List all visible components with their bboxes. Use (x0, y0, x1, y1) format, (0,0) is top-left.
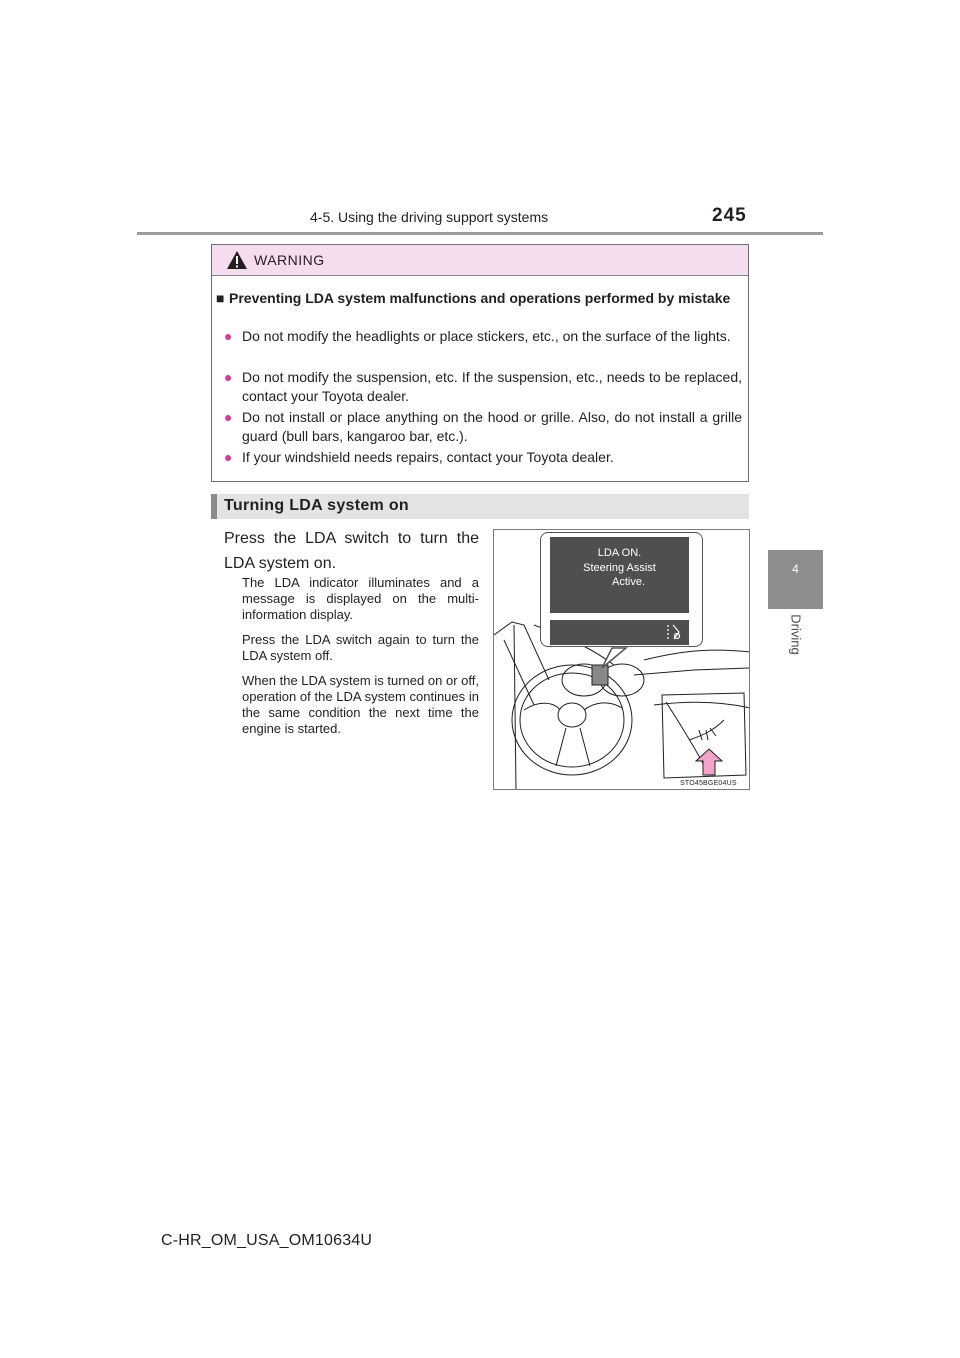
warning-title: WARNING (254, 252, 325, 268)
display-message (550, 546, 689, 590)
warning-bullet: Do not install or place anything on the hood or grille. Also, do not install a grille guard (bull bars, kangaroo bar, etc.). (242, 409, 742, 444)
heading-square-icon: ■ (216, 290, 225, 306)
press-arrow-icon (695, 748, 723, 776)
display-message-line: Active. (611, 576, 645, 588)
figure-code: STO45BGE04US (680, 780, 737, 787)
warning-bullet: Do not modify the suspension, etc. If the suspension, etc., needs to be replaced, contact your Toyota dealer. (242, 369, 742, 404)
header-rule (137, 232, 823, 235)
note-text: Press the LDA switch again to turn the LDA system off. (242, 632, 479, 663)
section-title: 4-5. Using the driving support systems (310, 209, 549, 225)
note-text: The LDA indicator illuminates and a message is displayed on the multi-information display. (242, 575, 479, 622)
lda-indicator-icon (666, 623, 682, 641)
bullet-icon: ● (224, 369, 233, 385)
display-message-line: Steering Assist (583, 561, 656, 574)
chapter-label: Driving (788, 614, 804, 655)
bullet-icon: ● (224, 328, 233, 344)
warning-heading: Preventing LDA system malfunctions and operations performed by mistake (229, 290, 731, 306)
section-bar-accent (211, 494, 217, 519)
footer-doc-id: C-HR_OM_USA_OM10634U (161, 1232, 373, 1249)
warning-bullet: Do not modify the headlights or place stickers, etc., on the surface of the lights. (242, 328, 731, 344)
warning-box (211, 244, 749, 482)
chapter-number: 4 (792, 562, 799, 576)
display-message-line: LDA ON. (597, 547, 642, 559)
note-text: When the LDA system is turned on or off, operation of the LDA system continues in the same condition the next time the engine is started. (242, 673, 479, 736)
warning-triangle-icon (226, 250, 248, 270)
intro-text: Press the LDA switch to turn the LDA system on. (224, 530, 479, 572)
bullet-icon: ● (224, 409, 233, 425)
warning-bullet: If your windshield needs repairs, contact your Toyota dealer. (242, 449, 614, 465)
page-number: 245 (712, 205, 747, 226)
bullet-icon: ● (224, 449, 233, 465)
section-heading: Turning LDA system on (224, 497, 409, 514)
